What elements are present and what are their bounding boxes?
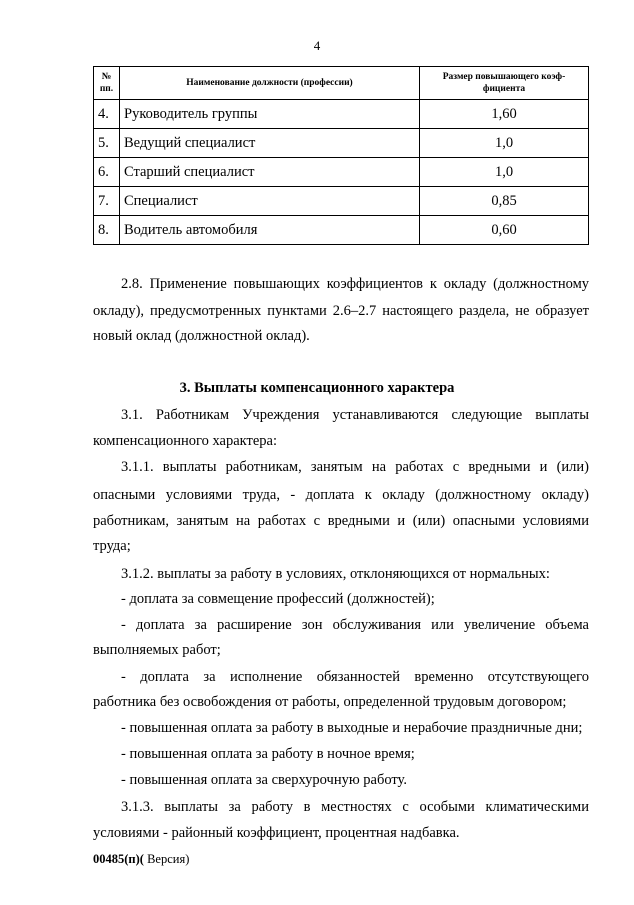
- list-item-weekend: - повышенная оплата за работу в выходные и нерабочие праздничные дни;: [121, 720, 583, 736]
- row-coefficient: 1,0: [420, 158, 589, 187]
- paragraph-3-1-1-line2: опасными условиями труда, - доплата к окладу (должностному окладу): [93, 487, 589, 503]
- row-number: 8.: [94, 216, 120, 245]
- row-coefficient: 1,60: [420, 100, 589, 129]
- row-coefficient: 0,85: [420, 187, 589, 216]
- row-position: Старший специалист: [120, 158, 420, 187]
- table-row: [94, 158, 589, 187]
- header-position-name: Наименование должности (профессии): [120, 67, 420, 100]
- row-position: Водитель автомобиля: [120, 216, 420, 245]
- section-3-heading: 3. Выплаты компенсационного характера: [179, 380, 455, 396]
- header-number: № пп.: [94, 67, 120, 100]
- list-item-night: - повышенная оплата за работу в ночное время;: [121, 746, 415, 762]
- paragraph-2-8-line2: окладу), предусмотренных пунктами 2.6–2.7 настоящего раздела, не образует: [93, 303, 589, 319]
- positions-coefficient-table: [93, 66, 589, 245]
- list-item-absent-line2: работника без освобождения от работы, определенной трудовым договором;: [93, 694, 567, 710]
- header-coefficient: Размер повышающего коэф-фициента: [420, 67, 589, 100]
- list-item-expansion-line2: выполняемых работ;: [93, 642, 221, 658]
- row-position: Специалист: [120, 187, 420, 216]
- paragraph-3-1-1-line4: труда;: [93, 538, 131, 554]
- row-coefficient: 0,60: [420, 216, 589, 245]
- list-item-expansion-line1: - доплата за расширение зон обслуживания или увеличение объема: [121, 617, 589, 633]
- table-row: [94, 216, 589, 245]
- paragraph-3-1-3-line1: 3.1.3. выплаты за работу в местностях с особыми климатическими: [121, 799, 589, 815]
- paragraph-3-1-line1: 3.1. Работникам Учреждения устанавливаются следующие выплаты: [121, 407, 589, 423]
- row-position: Ведущий специалист: [120, 129, 420, 158]
- page-number: 4: [313, 38, 321, 53]
- list-item-overtime: - повышенная оплата за сверхурочную работу.: [121, 772, 407, 788]
- paragraph-3-1-line2: компенсационного характера:: [93, 433, 277, 449]
- table-row: [94, 187, 589, 216]
- paragraph-2-8-line3: новый оклад (должностной оклад).: [93, 328, 310, 344]
- row-number: 5.: [94, 129, 120, 158]
- paragraph-3-1-2: 3.1.2. выплаты за работу в условиях, отклоняющихся от нормальных:: [121, 566, 550, 582]
- row-number: 6.: [94, 158, 120, 187]
- document-footer: [93, 852, 189, 867]
- row-number: 4.: [94, 100, 120, 129]
- table-row: [94, 100, 589, 129]
- document-version: Версия): [143, 852, 190, 866]
- list-item-absent-line1: - доплата за исполнение обязанностей временно отсутствующего: [121, 669, 589, 685]
- row-number: 7.: [94, 187, 120, 216]
- list-item-combination: - доплата за совмещение профессий (должностей);: [121, 591, 435, 607]
- row-coefficient: 1,0: [420, 129, 589, 158]
- table-header-row: [94, 67, 589, 100]
- paragraph-3-1-1-line3: работникам, занятым на работах с вредными и (или) опасными условиями: [93, 513, 589, 529]
- row-position: Руководитель группы: [120, 100, 420, 129]
- table-row: [94, 129, 589, 158]
- paragraph-3-1-1-line1: 3.1.1. выплаты работникам, занятым на работах с вредными и (или): [121, 459, 589, 475]
- document-code: 00485(п)(: [93, 852, 144, 866]
- paragraph-3-1-3-line2: условиями - районный коэффициент, процентная надбавка.: [93, 825, 460, 841]
- paragraph-2-8-line1: 2.8. Применение повышающих коэффициентов к окладу (должностному: [121, 276, 589, 292]
